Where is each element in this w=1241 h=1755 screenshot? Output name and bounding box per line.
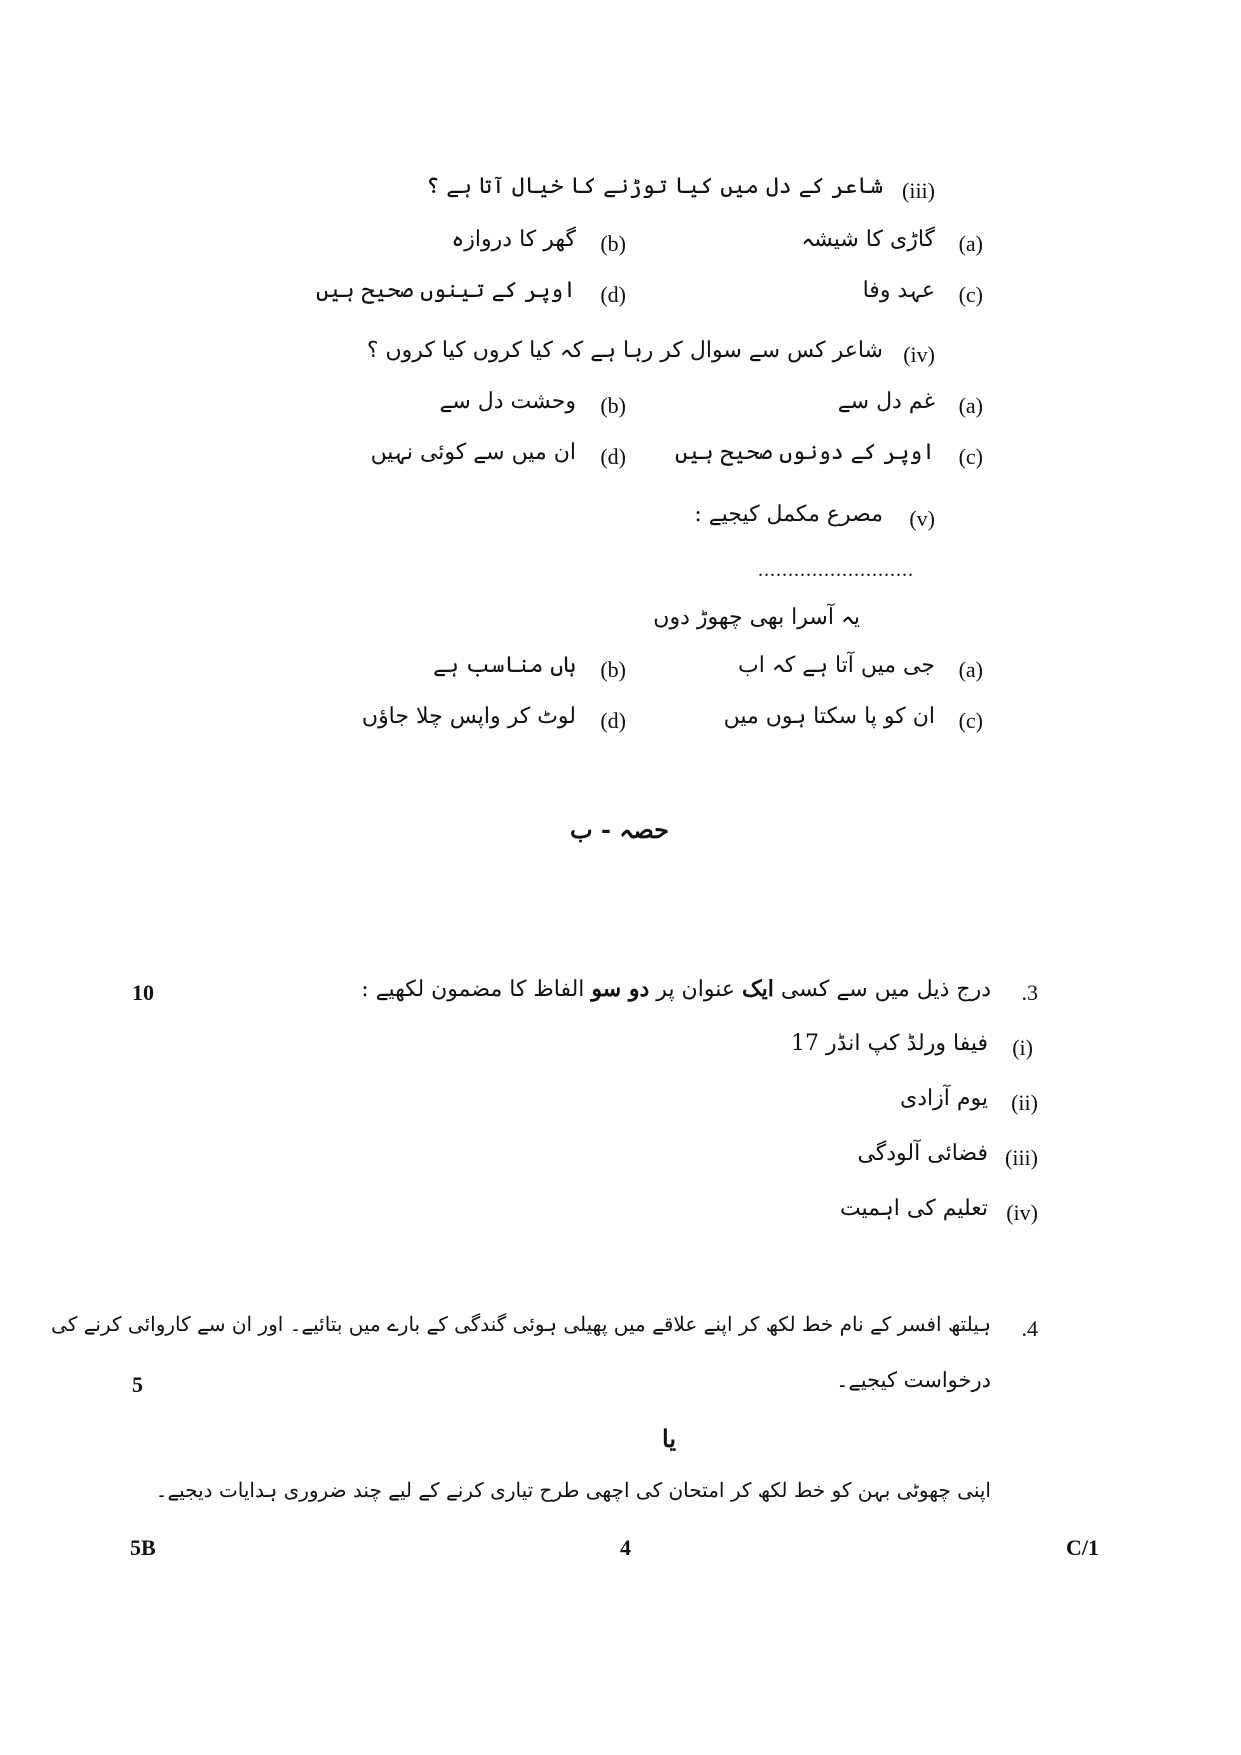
option-label: (b) <box>600 231 626 256</box>
option-label: (a) <box>958 393 983 418</box>
item-number: (iv) <box>1006 1200 1038 1225</box>
item-text: فیفا ورلڈ کپ انڈر 17 <box>791 1031 988 1056</box>
question-number: .3 <box>1021 980 1038 1005</box>
item-number: (ii) <box>1011 1090 1038 1115</box>
marks: 10 <box>132 980 154 1005</box>
question-number: (iv) <box>903 342 935 367</box>
or-separator: یا <box>662 1424 676 1453</box>
option-label: (b) <box>600 393 626 418</box>
option-label: (d) <box>600 282 626 307</box>
section-heading: حصہ - ب <box>570 815 669 844</box>
option-label: (a) <box>958 231 983 256</box>
option-text: گھر کا دروازہ <box>451 227 576 252</box>
option-label: (a) <box>958 657 983 682</box>
option-text: وحشت دل سے <box>439 389 576 414</box>
option-text: گاڑی کا شیشہ <box>801 227 935 252</box>
item-text: یوم آزادی <box>900 1086 988 1111</box>
option-text: اوپر کے دونوں صحیح ہیں <box>674 440 935 465</box>
question-text: شاعر کے دل میں کیا توڑنے کا خیال آتا ہے ؟ <box>426 174 883 199</box>
option-text: عہد وفا <box>862 278 935 303</box>
marks: 5 <box>132 1372 143 1397</box>
footer-set: C/1 <box>1066 1535 1099 1560</box>
option-label: (c) <box>958 708 983 733</box>
question-number: (v) <box>909 506 935 531</box>
question-number: .4 <box>1021 1316 1038 1341</box>
page-number: 4 <box>620 1535 631 1560</box>
question-number: (iii) <box>902 178 935 203</box>
question-text: درخواست کیجیے۔ <box>836 1368 991 1392</box>
question-text: درج ذیل میں سے کسی ایک عنوان پر دو سو الفاظ کا مضمون لکھیے : <box>361 976 991 1002</box>
question-text: مصرع مکمل کیجیے : <box>694 502 883 527</box>
option-text: غم دل سے <box>837 389 935 414</box>
option-text: لوٹ کر واپس چلا جاؤں <box>361 704 576 729</box>
option-text: ان کو پا سکتا ہوں میں <box>723 704 935 729</box>
option-text: ان میں سے کوئی نہیں <box>370 440 576 465</box>
blank-line: .......................... <box>758 559 914 581</box>
item-number: (iii) <box>1005 1145 1038 1170</box>
option-text: ہاں مناسب ہے <box>433 653 576 678</box>
alternate-question: اپنی چھوٹی بہن کو خط لکھ کر امتحان کی اچھی طرح تیاری کرنے کے لیے چند ضروری ہدایات دیجیے۔ <box>155 1478 991 1502</box>
question-text: ہیلتھ افسر کے نام خط لکھ کر اپنے علاقے میں پھیلی ہوئی گندگی کے بارے میں بتائیے۔ اور ان سے کاروائی کرنے کی <box>51 1312 991 1336</box>
option-label: (b) <box>600 657 626 682</box>
option-label: (c) <box>958 444 983 469</box>
option-label: (d) <box>600 444 626 469</box>
item-text: فضائی آلودگی <box>857 1141 988 1166</box>
option-text: اوپر کے تینوں صحیح ہیں <box>315 278 576 303</box>
option-text: جی میں آتا ہے کہ اب <box>738 653 935 678</box>
item-text: تعلیم کی اہمیت <box>839 1196 988 1221</box>
option-label: (d) <box>600 708 626 733</box>
item-number: (i) <box>1012 1035 1033 1060</box>
question-text: شاعر کس سے سوال کر رہا ہے کہ کیا کروں کیا کروں ؟ <box>366 338 883 363</box>
footer-code: 5B <box>130 1535 156 1560</box>
verse-line: یہ آسرا بھی چھوڑ دوں <box>653 605 860 630</box>
option-label: (c) <box>958 282 983 307</box>
